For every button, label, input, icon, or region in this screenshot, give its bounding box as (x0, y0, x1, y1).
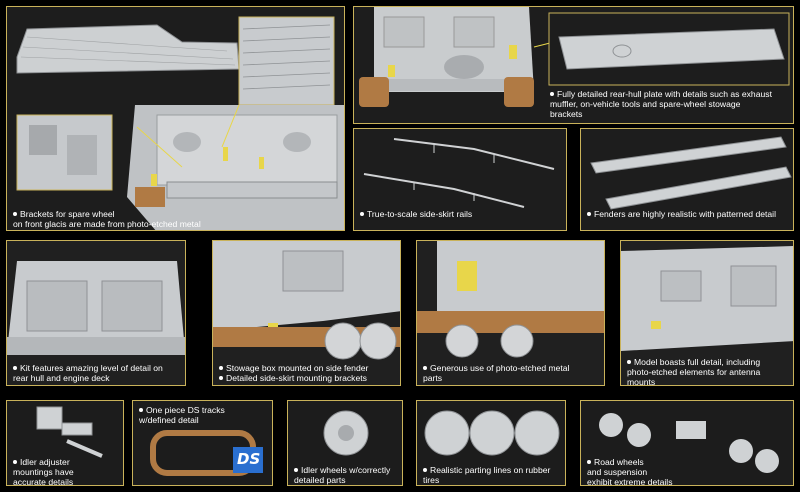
bullet-icon (360, 212, 364, 216)
panel-stowage-box (212, 240, 401, 386)
caption-line: Fully detailed rear-hull plate with details such as exhaust (557, 89, 772, 99)
panel-idler-adjuster (6, 400, 124, 486)
bullet-icon (627, 360, 631, 364)
caption-line: Kit features amazing level of detail on (20, 363, 163, 373)
caption-line: detailed parts (294, 475, 346, 485)
panel-engine-deck (6, 240, 186, 386)
caption-line: Stowage box mounted on side fender (226, 363, 369, 373)
caption-line: Realistic parting lines on rubber (430, 465, 551, 475)
caption-line: mountings have (13, 467, 74, 477)
bullet-icon (13, 366, 17, 370)
caption-idler-adjuster (13, 457, 74, 486)
panel-idler-wheels (287, 400, 403, 486)
bullet-icon (550, 92, 554, 96)
caption-line: photo-etched elements for antenna (627, 367, 761, 377)
panel-ds-tracks (132, 400, 273, 486)
caption-line: exhibit extreme details (587, 477, 673, 486)
bullet-icon (219, 376, 223, 380)
caption-line: accurate details (13, 477, 74, 486)
front-glacis-image (7, 7, 345, 231)
panel-antenna (620, 240, 794, 386)
bullet-icon (294, 468, 298, 472)
caption-line: Detailed side-skirt mounting brackets (226, 373, 367, 383)
ds-logo: DS (237, 450, 261, 468)
caption-idler-wheels (294, 465, 390, 485)
caption-rear-hull (550, 89, 772, 119)
caption-stowage (219, 363, 368, 383)
caption-line: brackets (550, 109, 583, 119)
caption-line: Fenders are highly realistic with patterned detail (594, 209, 776, 219)
caption-line: Idler adjuster (20, 457, 70, 467)
caption-line: One piece DS tracks (146, 405, 225, 415)
panel-parting-lines (416, 400, 566, 486)
caption-line: True-to-scale side-skirt rails (367, 209, 473, 219)
caption-line: parts (423, 373, 443, 383)
caption-line: on front glacis are made from photo-etched metal (13, 219, 201, 229)
caption-line: Road wheels (594, 457, 644, 467)
panel-road-wheels (580, 400, 794, 486)
caption-line: tires (423, 475, 440, 485)
bullet-icon (219, 366, 223, 370)
caption-line: Model boasts full detail, including (634, 357, 761, 367)
caption-line: muffler, on-vehicle tools and spare-wheel stowage (550, 99, 741, 109)
caption-engine-deck (13, 363, 163, 383)
caption-ds-tracks (139, 405, 225, 425)
caption-road-wheels (587, 457, 673, 486)
panel-rear-hull (353, 6, 794, 124)
bullet-icon (423, 468, 427, 472)
caption-side-skirt (360, 209, 472, 219)
caption-line: and suspension (587, 467, 648, 477)
bullet-icon (139, 408, 143, 412)
bullet-icon (13, 460, 17, 464)
caption-line: Brackets for spare wheel (20, 209, 115, 219)
caption-photo-etched (423, 363, 570, 383)
bullet-icon (13, 212, 17, 216)
caption-line: mounts (627, 377, 656, 386)
panel-side-skirt (353, 128, 567, 231)
caption-fenders (587, 209, 776, 219)
bullet-icon (423, 366, 427, 370)
caption-line: w/defined detail (139, 415, 199, 425)
panel-front-glacis (6, 6, 345, 231)
caption-line: Idler wheels w/correctly (301, 465, 391, 475)
caption-line: rear hull and engine deck (13, 373, 110, 383)
caption-line: Generous use of photo-etched metal (430, 363, 570, 373)
caption-antenna (627, 357, 760, 386)
panel-photo-etched (416, 240, 605, 386)
caption-brackets (13, 209, 201, 229)
bullet-icon (587, 460, 591, 464)
panel-fenders (580, 128, 794, 231)
bullet-icon (587, 212, 591, 216)
caption-parting-lines (423, 465, 550, 485)
